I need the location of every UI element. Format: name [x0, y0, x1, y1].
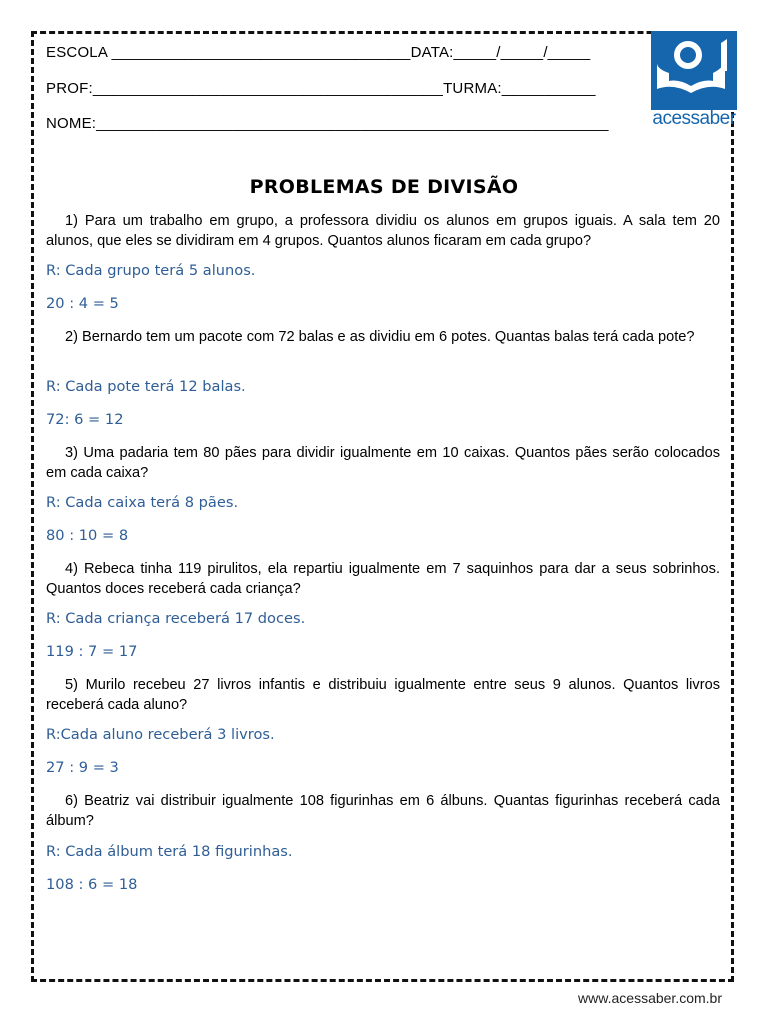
page-title: PROBLEMAS DE DIVISÃO	[249, 176, 519, 198]
problem-3-question: 3) Uma padaria tem 80 pães para dividir igualmente em 10 caixas. Quantos pães serão colocados em cada caixa?	[46, 445, 720, 481]
problem-1-calculation: 20 : 4 = 5	[46, 295, 119, 312]
problem-6-question: 6) Beatriz vai distribuir igualmente 108 figurinhas em 6 álbuns. Quantas figurinhas receberá cada álbum?	[46, 793, 720, 829]
problem-3-answer: R: Cada caixa terá 8 pães.	[46, 494, 239, 511]
problem-4-question: 4) Rebeca tinha 119 pirulitos, ela repartiu igualmente em 7 saquinhos para dar a seus sobrinhos. Quantos doces receberá cada criança?	[46, 561, 720, 597]
problem-5-question: 5) Murilo recebeu 27 livros infantis e distribuiu igualmente entre seus 9 alunos. Quantos livros receberá cada aluno?	[46, 677, 720, 713]
problem-3-calculation: 80 : 10 = 8	[46, 527, 129, 544]
footer-website: www.acessaber.com.br	[578, 990, 722, 1006]
logo-wordmark: acessaber	[652, 108, 736, 129]
acessaber-logo	[651, 31, 737, 131]
problem-5-calculation: 27 : 9 = 3	[46, 759, 119, 776]
reader-icon	[651, 31, 737, 110]
problem-1-answer: R: Cada grupo terá 5 alunos.	[46, 262, 256, 279]
problem-2-answer: R: Cada pote terá 12 balas.	[46, 378, 246, 395]
school-date-line: ESCOLA ___________________________________DATA:_____/_____/_____	[46, 44, 591, 61]
problem-1-question: 1) Para um trabalho em grupo, a professora dividiu os alunos em grupos iguais. A sala tem 20 alunos, que eles se dividiram em 4 grupos. Quantos alunos ficaram em cada grupo?	[46, 213, 720, 249]
teacher-class-line: PROF:_________________________________________TURMA:___________	[46, 80, 596, 97]
problem-4-answer: R: Cada criança receberá 17 doces.	[46, 610, 306, 627]
problem-6-calculation: 108 : 6 = 18	[46, 876, 138, 893]
problem-6-answer: R: Cada álbum terá 18 figurinhas.	[46, 843, 293, 860]
name-line: NOME:____________________________________________________________	[46, 115, 609, 132]
problem-2-question: 2) Bernardo tem um pacote com 72 balas e as dividiu em 6 potes. Quantas balas terá cada pote?	[65, 329, 695, 345]
logo-emblem	[651, 31, 737, 110]
problem-4-calculation: 119 : 7 = 17	[46, 643, 138, 660]
problem-2-calculation: 72: 6 = 12	[46, 411, 124, 428]
problem-5-answer: R:Cada aluno receberá 3 livros.	[46, 726, 275, 743]
